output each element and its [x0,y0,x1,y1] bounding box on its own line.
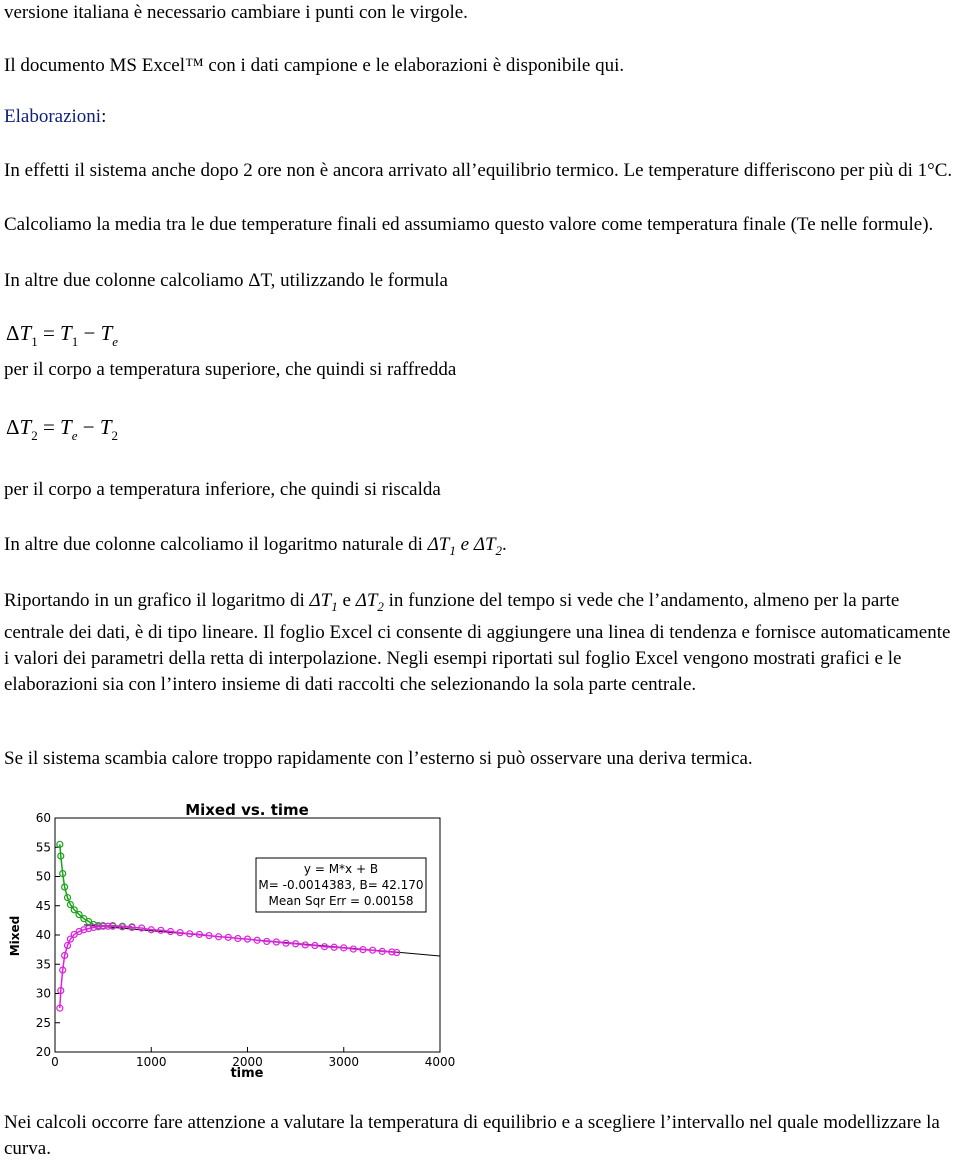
formula-term: T [19,415,32,439]
x-tick-label: 2000 [232,1055,263,1069]
formula-sub: e [71,428,78,443]
fit-info-line: Mean Sqr Err = 0.00158 [268,894,414,908]
formula-minus: − [83,321,96,345]
paragraph-cold-body: per il corpo a temperatura inferiore, che quindi si riscalda [4,479,441,500]
formula-delta-t1 [6,321,119,349]
formula-term: T [19,321,32,345]
paragraph-delta-intro: In altre due colonne calcoliamo ΔT, utilizzando le formula [4,270,448,291]
text-span: ΔT [355,590,378,611]
y-tick-label: 35 [35,957,51,972]
heading-colon: : [101,106,107,127]
formula-equals: = [42,415,55,439]
formula-sub: 1 [71,334,79,349]
text-sub: 1 [449,542,456,558]
paragraph-equilibrium: In effetti il sistema anche dopo 2 ore non è ancora arrivato all’equilibrio termico. Le temperature differiscono per più di 1°C. [4,160,953,181]
formula-delta: Δ [6,415,20,439]
mixed-vs-time-chart [0,796,462,1082]
text-sub: 2 [495,542,503,558]
text-line-2 [4,53,958,79]
y-tick-label: 50 [35,869,51,884]
text-span: In altre due colonne calcoliamo il logaritmo naturale di [4,534,428,555]
formula-delta: Δ [6,321,20,345]
x-tick-label: 1000 [135,1055,167,1069]
paragraph-thermal-drift: Se il sistema scambia calore troppo rapidamente con l’esterno si può osservare una deriva termica. [4,748,753,769]
x-tick-label: 4000 [424,1055,456,1069]
chart-title: Mixed vs. time [185,801,309,819]
text-span: ΔT [473,534,496,555]
y-tick-label: 20 [35,1045,51,1059]
text-sub: 2 [377,598,384,614]
chart-y-label: Mixed [8,915,22,957]
paragraph-mean: Calcoliamo la media tra le due temperature finali ed assumiamo questo valore come temperatura finale (Te nelle formule). [4,214,934,235]
y-tick-label: 55 [35,840,51,855]
paragraph-closing: Nei calcoli occorre fare attenzione a valutare la temperatura di equilibrio e a scegliere l’intervallo nel quale modellizzare la curva. [4,1112,940,1159]
y-tick-label: 40 [35,928,51,942]
formula-sub: 2 [111,428,119,443]
text-span: . [502,534,507,555]
y-tick-label: 60 [35,811,51,825]
text-span: ΔT [309,590,332,611]
plot-frame [55,818,440,1052]
series-line [60,926,397,1008]
formula-sub: 1 [31,334,38,349]
section-heading [4,104,958,130]
formula-sub: e [112,334,119,349]
paragraph-graph [4,588,958,698]
y-tick-label: 30 [35,986,51,1001]
formula-term: T [60,321,72,345]
formula-minus: − [82,415,95,439]
fit-info-line: y = M*x + B [303,862,379,876]
x-tick-label: 0 [51,1055,59,1069]
series-line [60,844,132,927]
formula-delta-t2 [6,415,119,443]
text-sub: 1 [331,598,338,614]
fit-info-line: M= -0.0014383, B= 42.170 [258,878,424,892]
heading-label: Elaborazioni [4,106,102,127]
x-tick-label: 3000 [328,1055,360,1069]
chart-x-label: time [230,1066,264,1081]
paragraph-hot-body: per il corpo a temperatura superiore, che quindi si raffredda [4,359,457,380]
formula-term: T [60,415,72,439]
formula-term: T [100,321,113,345]
formula-sub: 2 [31,428,38,443]
text-span: e [337,590,356,611]
formula-term: T [99,415,112,439]
text-span: ΔT [427,534,450,555]
y-tick-label: 25 [35,1015,51,1030]
paragraph-logarithm [4,532,958,564]
text-span: e [455,534,474,555]
excel-document-text: Il documento MS Excel™ con i dati campione e le elaborazioni è disponibile qui. [4,55,625,76]
formula-equals: = [42,321,55,345]
text-span: in funzione del tempo si vede che l’andamento, almeno per la parte centrale dei dati, è di tipo lineare. Il foglio Excel ci consente di aggiungere una linea di tendenza e fornisce automaticamente i valori dei parametri della retta di interpolazione. Negli esempi riportati sul foglio Excel vengono mostrati grafici e le elaborazioni sia con l’intero insieme di dati raccolti che selezionando la sola parte centrale. [4,590,951,695]
y-tick-label: 45 [35,898,51,913]
text-line-1: versione italiana è necessario cambiare i punti con le virgole. [4,2,468,23]
text-span: Riportando in un grafico il logaritmo di [4,590,310,611]
